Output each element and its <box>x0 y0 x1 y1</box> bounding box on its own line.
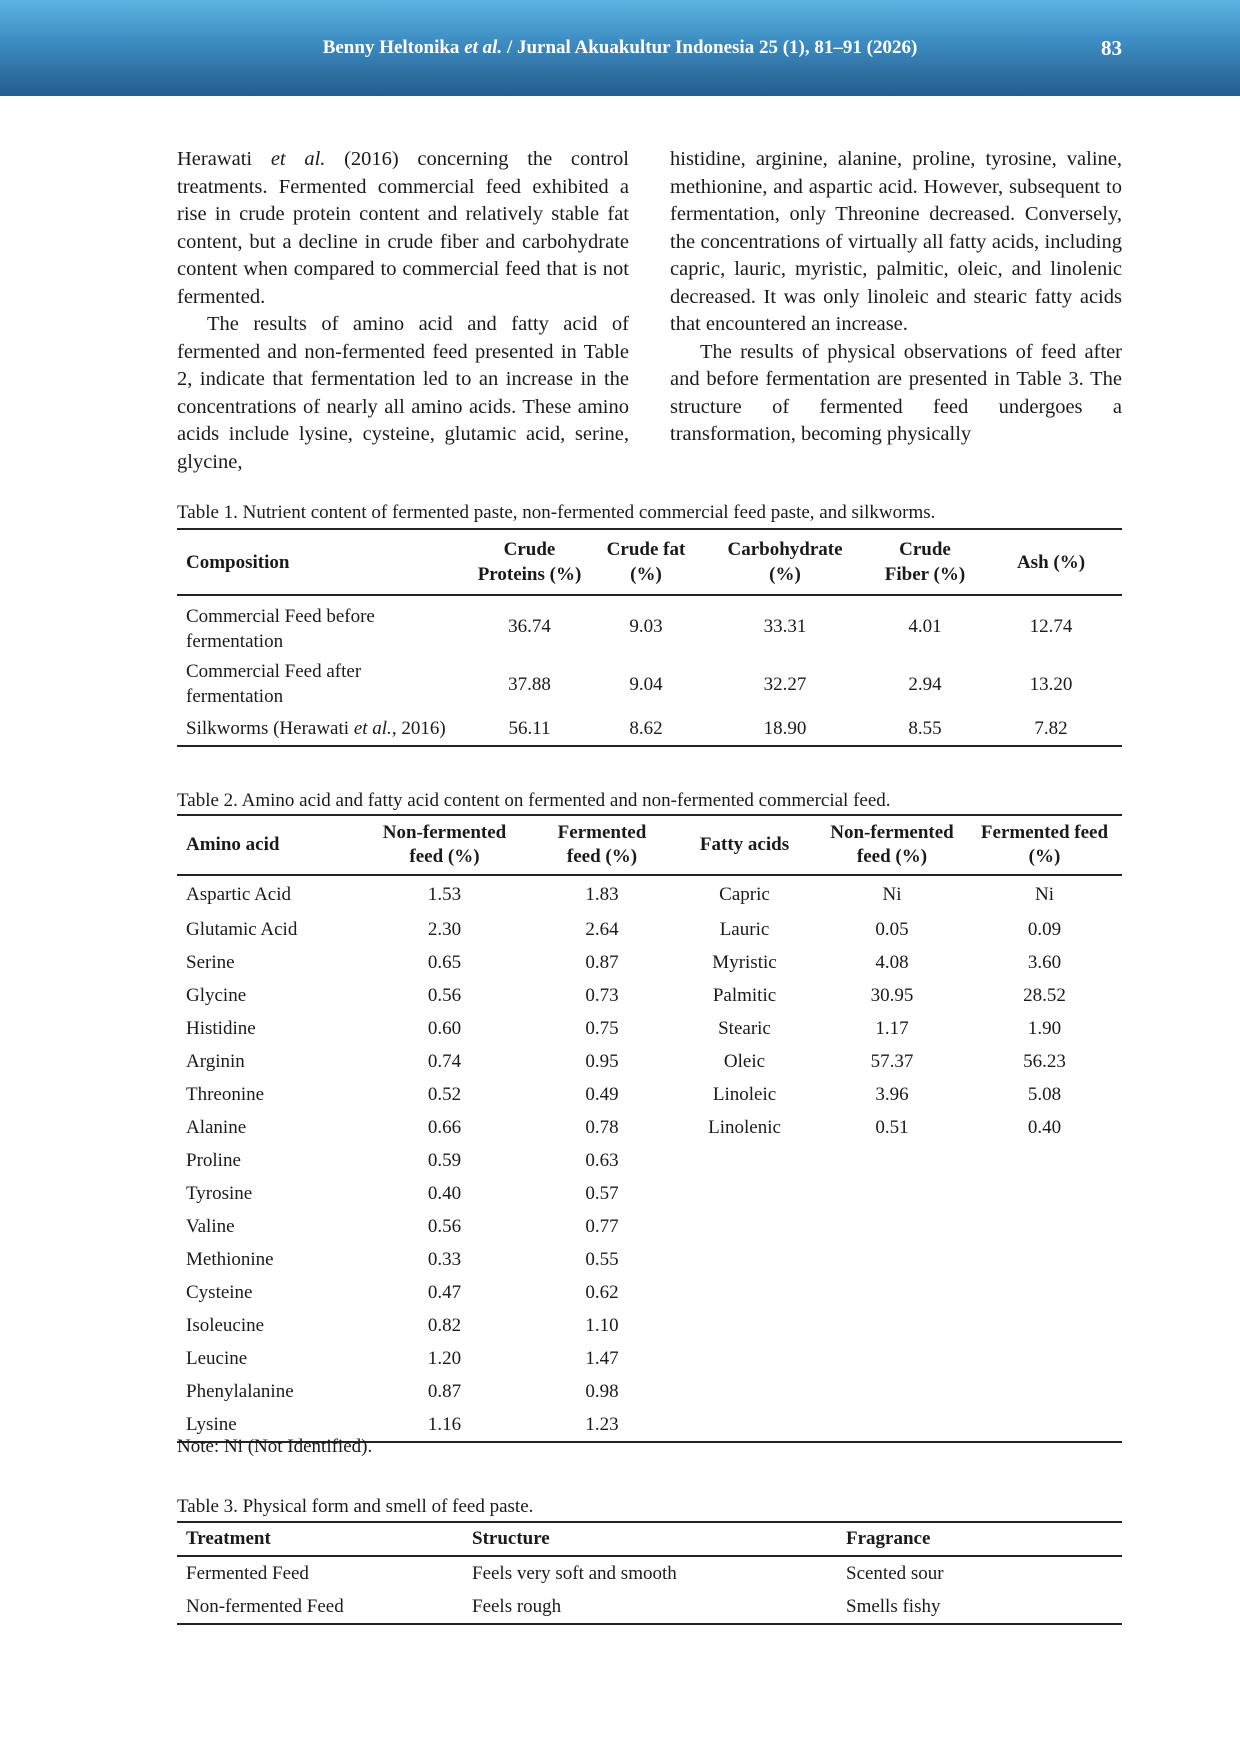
header-line: Crude fat <box>606 539 686 560</box>
cell-amino-acid: Valine <box>186 1215 235 1237</box>
cell-fat: 8.62 <box>629 718 663 739</box>
cell-nonfermented: 1.20 <box>427 1347 462 1369</box>
body-text: (2016) concerning the control treatments. Fermented commercial feed exhibited a rise in crude protein content and relatively stable fat content, but a decline in crude fiber and carbohydrate content when compared to commercial feed that is not fermented. <box>177 148 629 308</box>
table-row <box>177 1342 1122 1375</box>
col-header-fa-fermented <box>967 815 1122 875</box>
cell-fermented: 0.49 <box>585 1083 619 1105</box>
running-head-journal: / Jurnal Akuakultur Indonesia 25 (1), 81–91 (2026) <box>502 37 918 58</box>
cell-fat: 9.03 <box>629 615 663 637</box>
cell-fa-nonfermented: 0.51 <box>875 1116 909 1138</box>
table-row <box>177 1309 1122 1342</box>
cell-fa-fermented: 3.60 <box>1027 951 1062 973</box>
cell-amino-acid: Methionine <box>186 1248 274 1270</box>
header-line: (%) <box>769 564 801 585</box>
cell-carb: 33.31 <box>763 615 807 637</box>
cell-fatty-acid: Stearic <box>718 1017 771 1039</box>
body-paragraph: The results of amino acid and fatty acid of fermented and non-fermented feed presented in Table 2, indicate that fermentation led to an increase in the concentrations of nearly all amino acids. These amino acids include lysine, cysteine, glutamic acid, serine, glycine, <box>177 313 629 473</box>
cell-fermented: 0.73 <box>585 984 619 1006</box>
table-row <box>177 1556 1122 1590</box>
table-row <box>177 946 1122 979</box>
cell-nonfermented: 0.47 <box>427 1281 462 1303</box>
header-line: Fermented <box>557 822 647 843</box>
table2-amino-fatty-acid <box>177 814 1122 1443</box>
cell-fatty-acid <box>672 1375 817 1408</box>
cell-nonfermented: 0.52 <box>427 1083 462 1105</box>
cell-amino-acid: Alanine <box>186 1116 247 1138</box>
cell-fa-nonfermented <box>817 1243 967 1276</box>
cell-fatty-acid: Linolenic <box>708 1116 781 1138</box>
body-column-left <box>177 146 629 476</box>
cell-composition <box>177 712 467 746</box>
cell-line: fermentation <box>186 631 284 652</box>
cell-fa-nonfermented: 57.37 <box>870 1050 914 1072</box>
cell-fa-fermented: 56.23 <box>1023 1050 1066 1072</box>
table-row <box>177 1144 1122 1177</box>
header-line: feed (%) <box>566 846 638 867</box>
cell-fatty-acid <box>672 1177 817 1210</box>
cell-fa-fermented <box>967 1276 1122 1309</box>
table-header-row <box>177 815 1122 875</box>
cell-fiber: 2.94 <box>908 673 942 695</box>
cell-fa-fermented: 28.52 <box>1023 984 1066 1006</box>
cell-fa-nonfermented: 3.96 <box>875 1083 909 1105</box>
table-row <box>177 1111 1122 1144</box>
cell-amino-acid: Histidine <box>186 1017 256 1039</box>
header-line: Crude <box>503 539 556 560</box>
cell-amino-acid: Isoleucine <box>186 1314 265 1336</box>
cell-fermented: 0.75 <box>585 1017 619 1039</box>
table3-physical-form <box>177 1521 1122 1625</box>
cell-fatty-acid: Lauric <box>719 918 770 940</box>
cell-fa-fermented <box>967 1177 1122 1210</box>
table-row <box>177 1078 1122 1111</box>
cell-text: Silkworms (Herawati <box>186 718 354 739</box>
col-header-structure: Structure <box>463 1522 837 1556</box>
cell-fermented: 2.64 <box>585 918 619 940</box>
cell-nonfermented: 0.74 <box>427 1050 462 1072</box>
header-line: (%) <box>1028 846 1061 867</box>
header-line: Crude <box>899 539 951 560</box>
cell-fa-nonfermented <box>817 1408 967 1442</box>
cell-fermented: 0.98 <box>585 1380 619 1402</box>
cell-fa-fermented <box>967 1243 1122 1276</box>
running-head <box>0 37 1240 59</box>
header-line: Non-fermented <box>382 822 507 843</box>
cell-fermented: 0.87 <box>585 951 619 973</box>
cell-nonfermented: 0.56 <box>427 1215 462 1237</box>
col-header-crude-fiber <box>870 529 980 595</box>
cell-amino-acid: Lysine <box>186 1413 237 1435</box>
header-line: (%) <box>630 564 662 585</box>
header-line: Fiber (%) <box>884 564 966 585</box>
cell-fa-nonfermented: 1.17 <box>875 1017 909 1039</box>
cell-amino-acid: Glycine <box>186 984 247 1006</box>
col-header-amino-acid: Amino acid <box>177 815 357 875</box>
table-header-row <box>177 1522 1122 1556</box>
cell-fermented: 1.83 <box>585 883 619 905</box>
cell-fa-nonfermented <box>817 1309 967 1342</box>
table-row <box>177 1177 1122 1210</box>
table-row <box>177 1045 1122 1078</box>
table3-caption: Table 3. Physical form and smell of feed paste. <box>177 1496 534 1517</box>
cell-fa-fermented: 1.90 <box>1027 1017 1062 1039</box>
cell-amino-acid: Proline <box>186 1149 241 1171</box>
cell-amino-acid: Cysteine <box>186 1281 253 1303</box>
cell-fermented: 1.47 <box>585 1347 619 1369</box>
cell-nonfermented: 1.53 <box>427 883 462 905</box>
cell-fa-fermented: Ni <box>1035 883 1054 905</box>
table-row <box>177 875 1122 913</box>
header-line: Fermented feed <box>980 822 1109 843</box>
cell-nonfermented: 0.40 <box>427 1182 462 1204</box>
cell-fermented: 1.10 <box>585 1314 619 1336</box>
body-text-etal: et al. <box>270 148 326 170</box>
cell-nonfermented: 0.82 <box>427 1314 462 1336</box>
cell-amino-acid: Serine <box>186 951 235 973</box>
cell-amino-acid: Glutamic Acid <box>186 918 298 940</box>
cell-protein: 37.88 <box>508 673 551 695</box>
cell-fatty-acid <box>672 1144 817 1177</box>
cell-ash: 12.74 <box>1029 615 1073 637</box>
cell-fatty-acid: Linoleic <box>712 1083 777 1105</box>
header-line: Proteins (%) <box>477 564 582 585</box>
cell-fa-nonfermented: 4.08 <box>875 951 909 973</box>
cell-fatty-acid: Myristic <box>712 951 777 973</box>
col-header-fragrance: Fragrance <box>837 1522 1122 1556</box>
cell-fa-nonfermented <box>817 1144 967 1177</box>
cell-amino-acid: Tyrosine <box>186 1182 253 1204</box>
cell-fa-fermented <box>967 1342 1122 1375</box>
table-header-row <box>177 529 1122 595</box>
cell-fatty-acid <box>672 1276 817 1309</box>
cell-fa-fermented <box>967 1375 1122 1408</box>
col-header-fatty-acids: Fatty acids <box>672 815 817 875</box>
table-row <box>177 1590 1122 1624</box>
cell-fermented: 0.78 <box>585 1116 619 1138</box>
cell-fa-fermented <box>967 1408 1122 1442</box>
table-row <box>177 979 1122 1012</box>
table1-caption: Table 1. Nutrient content of fermented paste, non-fermented commercial feed paste, and silkworms. <box>177 502 936 523</box>
cell-fa-fermented: 5.08 <box>1027 1083 1062 1105</box>
cell-fermented: 0.57 <box>585 1182 619 1204</box>
col-header-treatment: Treatment <box>177 1522 463 1556</box>
cell-fermented: 1.23 <box>585 1413 619 1435</box>
cell-composition <box>177 595 467 656</box>
table-row <box>177 656 1122 712</box>
col-header-fa-nonfermented <box>817 815 967 875</box>
cell-text: , 2016) <box>391 718 446 739</box>
col-header-ash: Ash (%) <box>980 529 1122 595</box>
cell-nonfermented: 1.16 <box>427 1413 462 1435</box>
table-row <box>177 1243 1122 1276</box>
col-header-fermented <box>532 815 672 875</box>
cell-fragrance: Smells fishy <box>846 1595 941 1617</box>
table2-note: Note: Ni (Not Identified). <box>177 1436 373 1457</box>
cell-structure: Feels rough <box>472 1595 562 1617</box>
col-header-carbohydrate <box>700 529 870 595</box>
cell-carb: 32.27 <box>763 673 807 695</box>
cell-amino-acid: Threonine <box>186 1083 265 1105</box>
cell-fatty-acid <box>672 1243 817 1276</box>
cell-fa-nonfermented <box>817 1342 967 1375</box>
cell-fatty-acid <box>672 1309 817 1342</box>
cell-line: Commercial Feed after <box>186 661 362 682</box>
body-column-right <box>670 146 1122 449</box>
cell-fat: 9.04 <box>629 673 663 695</box>
cell-protein: 36.74 <box>508 615 551 637</box>
cell-fa-fermented <box>967 1144 1122 1177</box>
cell-nonfermented: 2.30 <box>427 918 462 940</box>
body-paragraph: histidine, arginine, alanine, proline, tyrosine, valine, methionine, and aspartic acid. However, subsequent to fermentation, only Threonine decreased. Conversely, the concentrations of virtually all fatty acids, including capric, lauric, myristic, palmitic, oleic, and linolenic decreased. It was only linoleic and stearic fatty acids that encountered an increase. <box>670 148 1122 335</box>
cell-fermented: 0.77 <box>585 1215 619 1237</box>
table-row <box>177 1375 1122 1408</box>
cell-text-etal: et al. <box>353 718 392 739</box>
body-text: Herawati <box>177 148 271 170</box>
body-paragraph: The results of physical observations of feed after and before fermentation are presented in Table 3. The structure of fermented feed undergoes a transformation, becoming physically <box>670 340 1122 445</box>
body-paragraph <box>177 146 629 311</box>
cell-amino-acid: Aspartic Acid <box>186 883 292 905</box>
running-head-etal: et al. <box>464 37 503 58</box>
col-header-crude-protein <box>467 529 592 595</box>
cell-fa-nonfermented <box>817 1210 967 1243</box>
table-row <box>177 1012 1122 1045</box>
cell-fermented: 0.55 <box>585 1248 619 1270</box>
table2-body <box>177 875 1122 1442</box>
cell-fa-fermented: 0.40 <box>1027 1116 1062 1138</box>
cell-line: Commercial Feed before <box>186 606 375 627</box>
cell-structure: Feels very soft and smooth <box>472 1562 677 1584</box>
table-row <box>177 1210 1122 1243</box>
table2-caption: Table 2. Amino acid and fatty acid content on fermented and non-fermented commercial feed. <box>177 790 891 811</box>
cell-amino-acid: Phenylalanine <box>186 1380 294 1402</box>
col-header-nonfermented <box>357 815 532 875</box>
cell-fa-fermented: 0.09 <box>1027 918 1062 940</box>
page-number: 83 <box>1101 36 1122 60</box>
cell-nonfermented: 0.60 <box>427 1017 462 1039</box>
cell-fatty-acid: Capric <box>719 883 770 905</box>
header-line: feed (%) <box>856 846 928 867</box>
journal-header-band <box>0 0 1240 96</box>
cell-fermented: 0.95 <box>585 1050 619 1072</box>
cell-fiber: 4.01 <box>908 615 942 637</box>
cell-ash: 7.82 <box>1034 718 1068 739</box>
cell-nonfermented: 0.56 <box>427 984 462 1006</box>
header-line: feed (%) <box>409 846 480 867</box>
cell-fa-fermented <box>967 1309 1122 1342</box>
header-line: Non-fermented <box>830 822 954 843</box>
cell-nonfermented: 0.59 <box>427 1149 462 1171</box>
cell-fatty-acid: Palmitic <box>712 984 777 1006</box>
table-row <box>177 1276 1122 1309</box>
cell-fa-fermented <box>967 1210 1122 1243</box>
cell-treatment: Non-fermented Feed <box>186 1595 344 1617</box>
table-row <box>177 913 1122 946</box>
cell-ash: 13.20 <box>1029 673 1073 695</box>
cell-fermented: 0.62 <box>585 1281 619 1303</box>
table1-nutrient-content <box>177 528 1122 747</box>
cell-fa-nonfermented: 30.95 <box>870 984 914 1006</box>
cell-nonfermented: 0.33 <box>427 1248 462 1270</box>
cell-amino-acid: Leucine <box>186 1347 248 1369</box>
header-line: Carbohydrate <box>727 539 843 560</box>
cell-protein: 56.11 <box>508 718 551 739</box>
cell-fa-nonfermented <box>817 1375 967 1408</box>
cell-fatty-acid: Oleic <box>723 1050 766 1072</box>
cell-fa-nonfermented: Ni <box>882 883 902 905</box>
cell-fermented: 0.63 <box>585 1149 619 1171</box>
cell-nonfermented: 0.66 <box>427 1116 462 1138</box>
cell-nonfermented: 0.87 <box>427 1380 462 1402</box>
running-head-authors: Benny Heltonika <box>322 37 465 58</box>
cell-fatty-acid <box>672 1342 817 1375</box>
cell-nonfermented: 0.65 <box>427 951 462 973</box>
table-row <box>177 712 1122 746</box>
cell-composition <box>177 656 467 712</box>
cell-fa-nonfermented <box>817 1276 967 1309</box>
col-header-crude-fat <box>592 529 700 595</box>
cell-fa-nonfermented <box>817 1177 967 1210</box>
cell-amino-acid: Arginin <box>186 1050 245 1072</box>
cell-carb: 18.90 <box>763 718 807 739</box>
col-header-composition: Composition <box>177 529 467 595</box>
table-row <box>177 595 1122 656</box>
cell-fragrance: Scented sour <box>846 1562 944 1584</box>
cell-fiber: 8.55 <box>908 718 942 739</box>
cell-treatment: Fermented Feed <box>186 1562 309 1584</box>
cell-fatty-acid <box>672 1408 817 1442</box>
cell-fatty-acid <box>672 1210 817 1243</box>
cell-line: fermentation <box>186 686 284 707</box>
cell-fa-nonfermented: 0.05 <box>875 918 909 940</box>
